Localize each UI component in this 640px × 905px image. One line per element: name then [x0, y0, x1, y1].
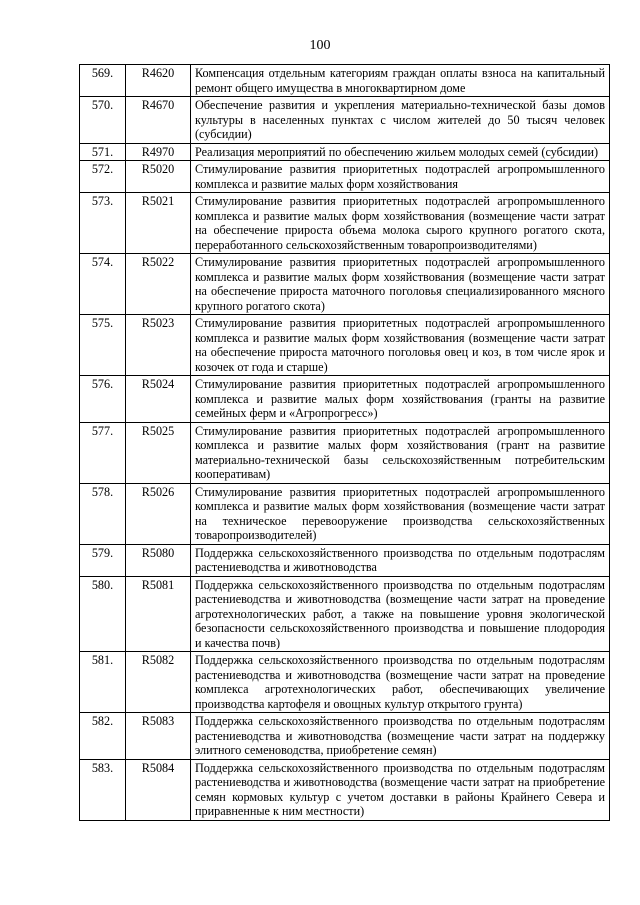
- row-number-cell: 576.: [80, 376, 126, 423]
- code-cell: R5023: [126, 315, 191, 376]
- code-cell: R5022: [126, 254, 191, 315]
- row-number-cell: 574.: [80, 254, 126, 315]
- table-row: [80, 376, 610, 423]
- description-cell: Компенсация отдельным категориям граждан оплаты взноса на капитальный ремонт общего имущества в многоквартирном доме: [191, 65, 610, 97]
- description-cell: Стимулирование развития приоритетных подотраслей агропромышленного комплекса и развитие малых форм хозяйствования (возмещение части затрат на техническое перевооружение производства сельскохозяйственных товаропроизводителей): [191, 483, 610, 544]
- code-cell: R4970: [126, 143, 191, 161]
- table-row: [80, 759, 610, 820]
- description-cell: Поддержка сельскохозяйственного производства по отдельным подотраслям растениеводства и животноводства (возмещение части затрат на приобретение семян кормовых культур с учетом доставки в районы Крайнего Севера и приравненные к ним местности): [191, 759, 610, 820]
- row-number-cell: 581.: [80, 652, 126, 713]
- table-row: [80, 161, 610, 193]
- table-row: [80, 97, 610, 144]
- code-cell: R4670: [126, 97, 191, 144]
- code-cell: R5083: [126, 713, 191, 760]
- table-row: [80, 65, 610, 97]
- row-number-cell: 571.: [80, 143, 126, 161]
- description-cell: Стимулирование развития приоритетных подотраслей агропромышленного комплекса и развитие малых форм хозяйствования (возмещение части затрат на обеспечение прироста объема молока сырого крупного рогатого скота, переработанного сельскохозяйственным товаропроизводителями): [191, 193, 610, 254]
- code-cell: R5084: [126, 759, 191, 820]
- code-cell: R4620: [126, 65, 191, 97]
- row-number-cell: 569.: [80, 65, 126, 97]
- table-row: [80, 713, 610, 760]
- row-number-cell: 580.: [80, 576, 126, 652]
- description-cell: Стимулирование развития приоритетных подотраслей агропромышленного комплекса и развитие малых форм хозяйствования (возмещение части затрат на обеспечение прироста маточного поголовья овец и коз, в том числе ярок и козочек от года и старше): [191, 315, 610, 376]
- table-row: [80, 544, 610, 576]
- code-cell: R5080: [126, 544, 191, 576]
- row-number-cell: 572.: [80, 161, 126, 193]
- row-number-cell: 573.: [80, 193, 126, 254]
- table-body: [80, 65, 610, 821]
- budget-codes-table: [79, 64, 610, 821]
- description-cell: Поддержка сельскохозяйственного производства по отдельным подотраслям растениеводства и животноводства (возмещение части затрат на проведение комплекса агротехнологических работ, обеспечивающих увеличение производства картофеля и овощных культур открытого грунта): [191, 652, 610, 713]
- row-number-cell: 579.: [80, 544, 126, 576]
- row-number-cell: 570.: [80, 97, 126, 144]
- table-row: [80, 143, 610, 161]
- code-cell: R5082: [126, 652, 191, 713]
- description-cell: Поддержка сельскохозяйственного производства по отдельным подотраслям растениеводства и животноводства (возмещение части затрат на проведение агротехнологических работ, а также на повышение уровня экологической безопасности сельскохозяйственного производства и повышение плодородия и качества почв): [191, 576, 610, 652]
- code-cell: R5020: [126, 161, 191, 193]
- table-row: [80, 576, 610, 652]
- table-row: [80, 193, 610, 254]
- row-number-cell: 578.: [80, 483, 126, 544]
- code-cell: R5025: [126, 422, 191, 483]
- description-cell: Стимулирование развития приоритетных подотраслей агропромышленного комплекса и развитие малых форм хозяйствования (грант на развитие материально-технической базы сельскохозяйственным потребительским кооперативам): [191, 422, 610, 483]
- description-cell: Стимулирование развития приоритетных подотраслей агропромышленного комплекса и развитие малых форм хозяйствования (возмещение части затрат на обеспечение прироста маточного поголовья специализированного мясного крупного рогатого скота): [191, 254, 610, 315]
- table-row: [80, 315, 610, 376]
- code-cell: R5026: [126, 483, 191, 544]
- page-number: 100: [309, 38, 331, 53]
- description-cell: Поддержка сельскохозяйственного производства по отдельным подотраслям растениеводства и животноводства: [191, 544, 610, 576]
- code-cell: R5024: [126, 376, 191, 423]
- row-number-cell: 583.: [80, 759, 126, 820]
- row-number-cell: 577.: [80, 422, 126, 483]
- row-number-cell: 582.: [80, 713, 126, 760]
- table-row: [80, 483, 610, 544]
- table-row: [80, 422, 610, 483]
- description-cell: Обеспечение развития и укрепления материально-технической базы домов культуры в населенных пунктах с числом жителей до 50 тысяч человек (субсидии): [191, 97, 610, 144]
- description-cell: Стимулирование развития приоритетных подотраслей агропромышленного комплекса и развитие малых форм хозяйствования: [191, 161, 610, 193]
- description-cell: Поддержка сельскохозяйственного производства по отдельным подотраслям растениеводства и животноводства (возмещение части затрат на поддержку элитного семеноводства, приобретение семян): [191, 713, 610, 760]
- row-number-cell: 575.: [80, 315, 126, 376]
- description-cell: Стимулирование развития приоритетных подотраслей агропромышленного комплекса и развитие малых форм хозяйствования (гранты на развитие семейных ферм и «Агропрогресс»): [191, 376, 610, 423]
- table-row: [80, 254, 610, 315]
- code-cell: R5081: [126, 576, 191, 652]
- code-cell: R5021: [126, 193, 191, 254]
- table-row: [80, 652, 610, 713]
- description-cell: Реализация мероприятий по обеспечению жильем молодых семей (субсидии): [191, 143, 610, 161]
